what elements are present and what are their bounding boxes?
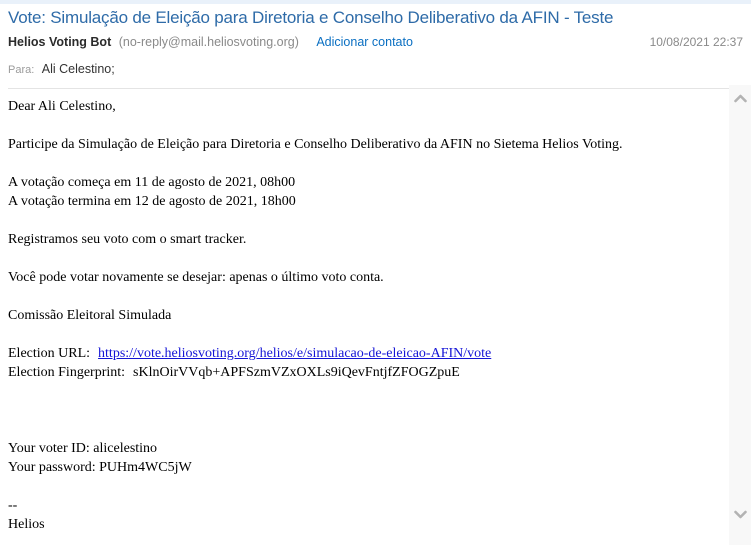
election-url-line [8,344,721,363]
sender-name: Helios Voting Bot [8,35,112,49]
recipient-line [8,60,743,78]
blank-line [8,382,721,401]
election-fingerprint-line [8,363,721,382]
recipient-name[interactable]: Ali Celestino; [41,62,115,76]
blank-line [8,420,721,439]
voter-id-line: Your voter ID: alicelestino [8,441,158,456]
scroll-up-button[interactable] [729,87,751,109]
intro-line: Participe da Simulação de Eleição para Diretoria e Conselho Deliberativo da AFIN no Sietema Helios Voting. [8,137,623,152]
email-subject: Vote: Simulação de Eleição para Diretoria e Conselho Deliberativo da AFIN - Teste [8,8,614,27]
blank-line [8,154,721,173]
election-fingerprint-value: sKlnOirVVqb+APFSzmVZxOXLs9iQevFntjfZFOGZpuE [133,365,460,380]
to-label: Para: [8,64,35,76]
blank-line [8,477,721,496]
greeting-line: Dear Ali Celestino, [8,99,116,114]
sender-line [8,35,745,49]
blank-line [8,401,721,420]
email-body [0,89,751,534]
signature-name-line: Helios [8,517,45,532]
voting-end-line: A votação termina em 12 de agosto de 2021, 18h00 [8,194,296,209]
blank-line [8,211,721,230]
top-accent-strip [0,0,751,4]
election-url-link[interactable]: https://vote.heliosvoting.org/helios/e/simulacao-de-eleicao-AFIN/vote [98,346,492,361]
tracker-line: Registramos seu voto com o smart tracker. [8,232,247,247]
committee-line: Comissão Eleitoral Simulada [8,308,172,323]
voting-start-line: A votação começa em 11 de agosto de 2021, 08h00 [8,175,296,190]
chevron-down-icon [734,510,747,519]
signature-dashes-line: -- [8,498,18,513]
blank-line [8,249,721,268]
chevron-up-icon [734,94,747,103]
vertical-scrollbar[interactable] [729,85,751,545]
scroll-down-button[interactable] [729,503,751,525]
blank-line [8,287,721,306]
password-line: Your password: PUHm4WC5jW [8,460,192,475]
blank-line [8,116,721,135]
add-contact-link[interactable]: Adicionar contato [316,35,413,49]
election-fingerprint-label: Election Fingerprint: [8,365,126,380]
email-datetime: 10/08/2021 22:37 [649,35,743,49]
election-url-label: Election URL: [8,346,91,361]
blank-line [8,325,721,344]
revote-line: Você pode votar novamente se desejar: apenas o último voto conta. [8,270,384,285]
sender-email: (no-reply@mail.heliosvoting.org) [118,35,299,49]
